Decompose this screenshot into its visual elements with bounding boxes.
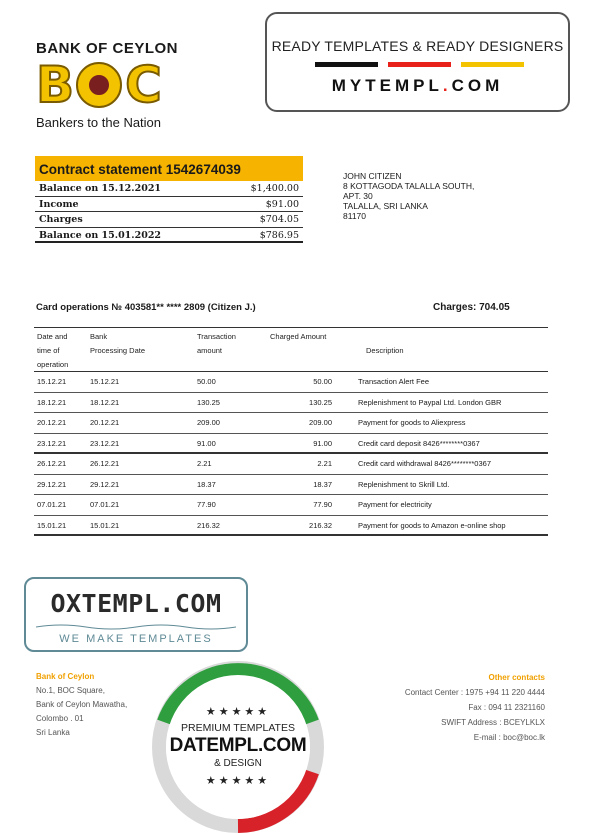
footer-line: Colombo . 01 (36, 714, 84, 723)
lion-emblem-icon (76, 62, 122, 108)
ready-templates-title: READY TEMPLATES & READY DESIGNERS (271, 38, 564, 54)
stripe-yellow (461, 62, 524, 67)
footer-heading: Bank of Ceylon (36, 672, 95, 681)
header-amount (197, 330, 236, 358)
header-text: Bank (90, 332, 108, 341)
table-row (34, 434, 548, 455)
header-text: amount (197, 346, 223, 355)
summary-value: $704.05 (259, 214, 299, 225)
contacts-footer (405, 670, 545, 745)
summary-value: $91.00 (265, 198, 299, 210)
cell-amount: 2.21 (197, 459, 212, 468)
cell-description: Credit card deposit 8426********0367 (358, 438, 480, 448)
site-main: MYTEMPL (331, 76, 443, 95)
cell-charged: 130.25 (309, 397, 332, 407)
footer-line: Bank of Ceylon Mawatha, (36, 700, 128, 709)
ready-templates-banner (265, 12, 570, 112)
cell-description: Replenishment to Paypal Ltd. London GBR (358, 397, 502, 407)
cell-processing: 15.12.21 (90, 377, 120, 386)
header-description: Description (366, 346, 404, 355)
statement-title: Contract statement 1542674039 (35, 156, 303, 181)
cell-date: 18.12.21 (37, 397, 67, 407)
cell-charged: 18.37 (313, 479, 332, 489)
cell-date: 15.01.21 (37, 520, 67, 530)
wave-divider-icon (36, 623, 236, 631)
header-bank-date (90, 330, 145, 358)
logo-letter-c: C (125, 56, 162, 114)
cell-amount: 77.90 (197, 500, 216, 509)
footer-heading: Other contacts (488, 673, 545, 682)
flag-stripes (315, 62, 524, 67)
footer-line: No.1, BOC Square, (36, 686, 105, 695)
footer-line: Fax : 094 11 2321160 (468, 703, 545, 712)
cell-description: Transaction Alert Fee (358, 377, 430, 386)
bank-logo (36, 40, 196, 130)
charges-total: Charges: 704.05 (433, 302, 510, 313)
cell-date: 23.12.21 (37, 438, 67, 448)
address-line: 8 KOTTAGODA TALALLA SOUTH, (343, 181, 475, 191)
bank-tagline: Bankers to the Nation (36, 115, 162, 130)
stars-icon: ★★★★★ (205, 706, 271, 718)
transactions-table (34, 327, 548, 536)
site-tld: COM (451, 76, 504, 95)
cell-processing: 18.12.21 (90, 397, 120, 407)
oxtempl-title: OXTEMPL.COM (50, 589, 222, 618)
cell-processing: 26.12.21 (90, 459, 120, 468)
summary-label: Balance on 15.12.2021 (39, 183, 162, 194)
header-text: time of (37, 346, 60, 355)
cell-processing: 23.12.21 (90, 438, 120, 448)
cell-amount: 91.00 (197, 438, 216, 448)
stars-icon: ★★★★★ (205, 775, 271, 787)
stripe-red (388, 62, 451, 67)
premium-templates-stamp (152, 661, 324, 833)
cell-charged: 50.00 (313, 377, 332, 386)
summary-row (35, 181, 303, 197)
cell-charged: 77.90 (313, 500, 332, 509)
header-text: Date and (37, 332, 68, 341)
header-text: operation (37, 360, 69, 369)
table-row (34, 413, 548, 434)
logo-letter-b: B (36, 56, 75, 114)
footer-line: Sri Lanka (36, 728, 70, 737)
stripe-black (315, 62, 378, 67)
bank-address-footer (36, 670, 127, 740)
cell-amount: 209.00 (197, 418, 220, 427)
cell-date: 15.12.21 (37, 377, 67, 386)
address-line: TALALLA, SRI LANKA (343, 201, 428, 211)
cell-charged: 216.32 (309, 520, 332, 530)
table-row (34, 516, 548, 537)
header-date (37, 330, 68, 372)
cell-description: Replenishment to Skrill Ltd. (358, 479, 450, 489)
mytempl-site (267, 76, 568, 96)
site-dot: . (442, 76, 452, 95)
cell-description: Payment for goods to Amazon e-online shop (358, 520, 506, 530)
stamp-inner (166, 675, 310, 819)
cell-processing: 20.12.21 (90, 418, 120, 427)
header-text: Processing Date (90, 346, 146, 355)
cell-amount: 50.00 (197, 377, 216, 386)
table-header (34, 327, 548, 372)
table-row (34, 454, 548, 475)
cell-amount: 130.25 (197, 397, 220, 407)
cell-processing: 15.01.21 (90, 520, 120, 530)
header-text: Transaction (197, 332, 236, 341)
footer-line: Contact Center : 1975 +94 11 220 4444 (404, 688, 545, 697)
card-operations-title: Card operations № 403581** **** 2809 (Citizen J.) (36, 302, 256, 313)
statement-summary (35, 156, 303, 243)
oxtempl-banner (24, 577, 248, 652)
address-line: JOHN CITIZEN (343, 171, 402, 181)
cell-amount: 18.37 (197, 479, 216, 489)
summary-row (35, 212, 303, 228)
header-charged: Charged Amount (270, 332, 327, 341)
summary-row (35, 197, 303, 213)
boc-logo (36, 56, 196, 114)
stamp-site: DATEMPL.COM (169, 735, 307, 756)
summary-label: Income (39, 198, 79, 210)
stamp-line: PREMIUM TEMPLATES (181, 722, 295, 734)
stamp-line: & DESIGN (214, 758, 262, 769)
address-line: APT. 30 (343, 191, 373, 201)
cell-date: 26.12.21 (37, 459, 67, 468)
cell-description: Credit card withdrawal 8426********0367 (358, 459, 491, 468)
table-row (34, 372, 548, 393)
cell-charged: 209.00 (309, 418, 332, 427)
cell-description: Payment for goods to Aliexpress (358, 418, 466, 427)
oxtempl-subtitle: WE MAKE TEMPLATES (59, 633, 213, 645)
summary-row (35, 228, 303, 244)
table-row (34, 475, 548, 496)
summary-value: $786.95 (259, 229, 299, 241)
cell-processing: 07.01.21 (90, 500, 120, 509)
cell-processing: 29.12.21 (90, 479, 120, 489)
summary-value: $1,400.00 (250, 183, 299, 194)
bank-name: BANK OF CEYLON (36, 40, 178, 57)
cell-amount: 216.32 (197, 520, 220, 530)
footer-line: SWIFT Address : BCEYLKLX (441, 718, 545, 727)
address-line: 81170 (343, 211, 367, 221)
summary-label: Charges (39, 214, 83, 225)
cell-date: 20.12.21 (37, 418, 67, 427)
table-row (34, 393, 548, 414)
cell-charged: 2.21 (317, 459, 332, 468)
customer-address (343, 171, 474, 221)
summary-label: Balance on 15.01.2022 (39, 229, 162, 241)
cell-date: 07.01.21 (37, 500, 67, 509)
cell-charged: 91.00 (313, 438, 332, 448)
cell-date: 29.12.21 (37, 479, 67, 489)
cell-description: Payment for electricity (358, 500, 432, 509)
table-row (34, 495, 548, 516)
footer-line: E-mail : boc@boc.lk (473, 733, 545, 742)
